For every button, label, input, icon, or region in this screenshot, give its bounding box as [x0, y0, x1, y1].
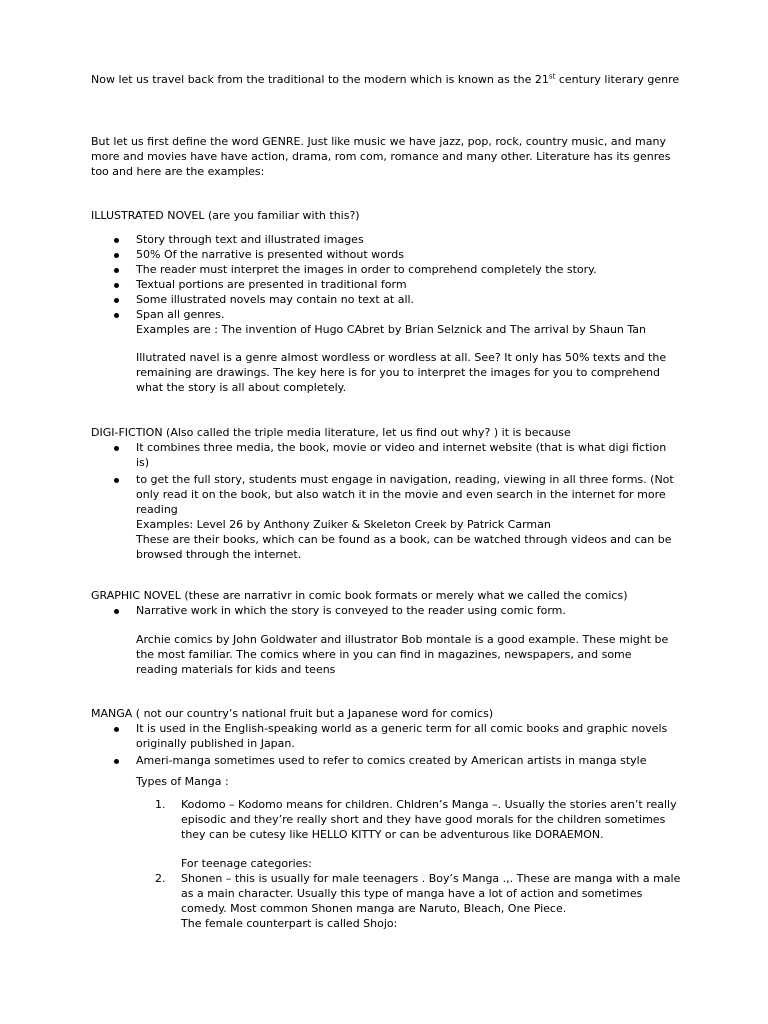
bullet-icon	[114, 313, 119, 318]
list-item-text: 50% Of the narrative is presented without words	[136, 248, 404, 261]
item-text: Kodomo – Kodomo means for children. Chldren’s Manga –. Usually the stories aren’t really episodic and they’re really short and they have good morals for the children sometimes they can be cutesy like HELLO KITTY or can be adventurous like DORAEMON.	[181, 798, 677, 841]
bullet-list	[136, 440, 681, 562]
bullet-list	[136, 721, 681, 768]
section-heading: MANGA ( not our country’s national fruit but a Japanese word for comics)	[91, 707, 494, 720]
list-item	[136, 603, 681, 618]
numbered-item	[155, 871, 681, 931]
section-heading: DIGI-FICTION (Also called the triple media literature, let us find out why? ) it is because	[91, 426, 571, 439]
section-note: These are their books, which can be found as a book, can be watched through videos and can be browsed through the internet.	[136, 533, 672, 561]
numbered-item	[155, 797, 681, 842]
list-item-text: It is used in the English-speaking world as a generic term for all comic books and graphic novels originally published in Japan.	[136, 722, 668, 750]
bullet-icon	[114, 727, 119, 732]
examples-line: Examples: Level 26 by Anthony Zuiker & Skeleton Creek by Patrick Carman	[136, 518, 551, 531]
intro-text: Now let us travel back from the traditional to the modern which is known as the 21	[91, 73, 549, 86]
list-item	[136, 753, 681, 768]
bullet-list	[136, 603, 681, 618]
section-note: Archie comics by John Goldwater and illustrator Bob montale is a good example. These might be the most familiar. The comics where in you can find in magazines, newspapers, and some reading materials for kids and teens	[136, 633, 669, 676]
item-text: Shonen – this is usually for male teenagers . Boy’s Manga .,. These are manga with a male as a main character. Usually this type of manga have a lot of action and sometimes comedy. Most common Shonen manga are Naruto, Bleach, One Piece.	[181, 872, 681, 915]
section-heading: GRAPHIC NOVEL (these are narrativr in comic book formats or merely what we called the comics)	[91, 589, 628, 602]
bullet-icon	[114, 283, 119, 288]
genre-definition: But let us first define the word GENRE. Just like music we have jazz, pop, rock, country music, and many more and movies have have action, drama, rom com, romance and many other. Literature has its genres too and here are the examples:	[91, 135, 671, 178]
list-item	[136, 440, 681, 470]
list-item-text: to get the full story, students must engage in navigation, reading, viewing in all three forms. (Not only read it on the book, but also watch it in the movie and even search in the internet for more reading	[136, 473, 674, 516]
list-item	[136, 472, 681, 517]
list-item-text: Textual portions are presented in traditional form	[136, 278, 407, 291]
list-item-text: The reader must interpret the images in order to comprehend completely the story.	[136, 263, 597, 276]
list-item	[136, 232, 696, 247]
list-item	[136, 292, 696, 307]
intro-text-end: century literary genre	[555, 73, 680, 86]
bullet-icon	[114, 253, 119, 258]
list-item-text: Story through text and illustrated images	[136, 233, 364, 246]
list-item-text: It combines three media, the book, movie or video and internet website (that is what digi fiction is)	[136, 441, 667, 469]
list-item	[136, 721, 681, 751]
teen-label: For teenage categories:	[181, 857, 312, 870]
item-number: 1.	[155, 798, 166, 811]
section-heading: ILLUSTRATED NOVEL (are you familiar with this?)	[91, 209, 360, 222]
list-item-text: Span all genres.	[136, 308, 225, 321]
list-item	[136, 277, 696, 292]
intro-line	[91, 72, 691, 87]
types-label: Types of Manga :	[136, 775, 229, 788]
bullet-icon	[114, 759, 119, 764]
bullet-icon	[114, 238, 119, 243]
list-item	[136, 262, 696, 277]
bullet-icon	[114, 478, 119, 483]
item-extra: The female counterpart is called Shojo:	[181, 917, 398, 930]
bullet-icon	[114, 268, 119, 273]
examples-line: Examples are : The invention of Hugo CAbret by Brian Selznick and The arrival by Shaun Tan	[136, 323, 647, 336]
list-item-text: Ameri-manga sometimes used to refer to comics created by American artists in manga style	[136, 754, 647, 767]
list-item-text: Some illustrated novels may contain no text at all.	[136, 293, 415, 306]
list-item	[136, 247, 696, 262]
section-note: Illutrated navel is a genre almost wordless or wordless at all. See? It only has 50% texts and the remaining are drawings. The key here is for you to interpret the images for you to comprehend what the story is all about completely.	[136, 351, 667, 394]
bullet-icon	[114, 609, 119, 614]
list-item-text: Narrative work in which the story is conveyed to the reader using comic form.	[136, 604, 566, 617]
bullet-icon	[114, 298, 119, 303]
list-item	[136, 307, 696, 322]
bullet-icon	[114, 446, 119, 451]
superscript: st	[548, 72, 556, 81]
item-number: 2.	[155, 872, 166, 885]
bullet-list	[136, 232, 696, 337]
